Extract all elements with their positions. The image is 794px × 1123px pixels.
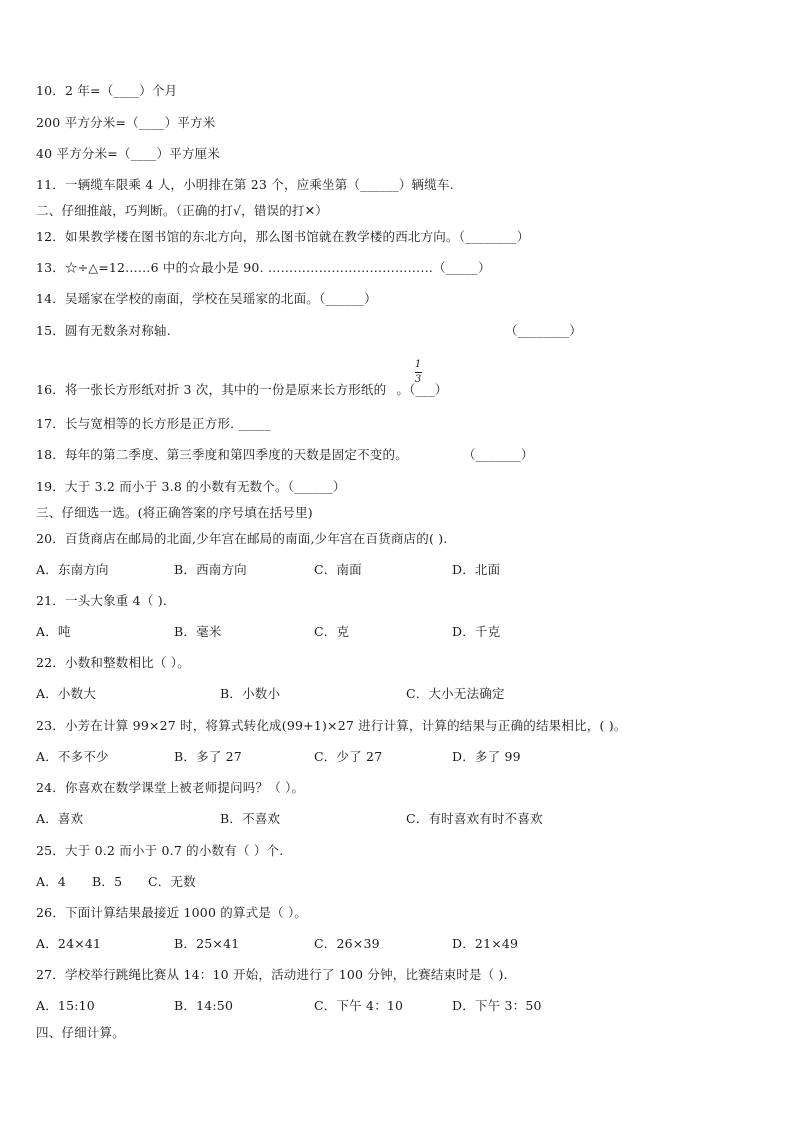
option-a: A．小数大: [36, 686, 97, 701]
option-b: B．小数小: [220, 686, 281, 701]
option-c: C．克: [314, 624, 350, 639]
question-26: 26．下面计算结果最接近 1000 的算式是（ ）。: [36, 905, 308, 920]
question-17: 17．长与宽相等的长方形是正方形. _____: [36, 416, 271, 431]
option-b: B．不喜欢: [220, 811, 281, 826]
option-d: D．千克: [452, 624, 501, 639]
question-15-blank: （________）: [505, 323, 583, 338]
option-d: D．下午 3：50: [452, 998, 542, 1013]
question-16-blank: 。（___）: [396, 382, 448, 397]
question-23: 23．小芳在计算 99×27 时，将算式转化成(99+1)×27 进行计算，计算的结果与正确的结果相比，( )。: [36, 718, 627, 733]
question-12: 12．如果教学楼在图书馆的东北方向，那么图书馆就在教学楼的西北方向。（________）: [36, 229, 530, 244]
option-b: B．14:50: [174, 998, 234, 1013]
option-c: C．南面: [314, 562, 362, 577]
question-10-square-decimeters: 200 平方分米=（____）平方米: [36, 115, 216, 130]
option-b: B．5: [92, 874, 123, 889]
option-a: A．东南方向: [36, 562, 109, 577]
question-21: 21．一头大象重 4（ ).: [36, 593, 167, 608]
option-c: C．无数: [148, 874, 196, 889]
option-b: B．西南方向: [174, 562, 247, 577]
question-11: 11．一辆缆车限乘 4 人，小明排在第 23 个，应乘坐第（______）辆缆车.: [36, 177, 454, 192]
option-a: A．24×41: [36, 936, 102, 951]
question-16: [36, 382, 448, 398]
option-d: D．21×49: [452, 936, 519, 951]
option-d: D．多了 99: [452, 749, 521, 764]
option-b: B．25×41: [174, 936, 240, 951]
option-b: B．多了 27: [174, 749, 242, 764]
option-a: A．4: [36, 874, 67, 889]
question-15: 15．圆有无数条对称轴.: [36, 323, 171, 338]
option-a: A．15:10: [36, 998, 95, 1013]
option-a: A．吨: [36, 624, 71, 639]
question-18-blank: （_______）: [463, 447, 534, 462]
section-2-heading: 二、仔细推敲，巧判断。（正确的打√，错误的打✕）: [36, 203, 328, 218]
option-c: C．下午 4：10: [314, 998, 404, 1013]
option-c: C．大小无法确定: [406, 686, 505, 701]
question-22: 22．小数和整数相比（ ）。: [36, 655, 190, 670]
option-c: C．有时喜欢有时不喜欢: [406, 811, 543, 826]
option-b: B．毫米: [174, 624, 222, 639]
option-c: C．26×39: [314, 936, 380, 951]
fraction-bar: [415, 372, 422, 373]
question-16-text: 16．将一张长方形纸对折 3 次，其中的一份是原来长方形纸的: [36, 382, 387, 397]
option-a: A．不多不少: [36, 749, 109, 764]
question-10-square-centimeters: 40 平方分米=（____）平方厘米: [36, 146, 220, 161]
question-20: 20．百货商店在邮局的北面,少年宫在邮局的南面,少年宫在百货商店的( ).: [36, 531, 448, 546]
question-14: 14．吴瑶家在学校的南面，学校在吴瑶家的北面。（______）: [36, 291, 377, 306]
option-d: D．北面: [452, 562, 501, 577]
question-19: 19．大于 3.2 而小于 3.8 的小数有无数个。（______）: [36, 479, 346, 494]
question-25: 25．大于 0.2 而小于 0.7 的小数有（ ）个.: [36, 843, 284, 858]
question-18: 18．每年的第二季度、第三季度和第四季度的天数是固定不变的。: [36, 447, 408, 462]
fraction-denominator: 3: [414, 374, 422, 385]
section-4-heading: 四、仔细计算。: [36, 1025, 125, 1040]
question-13: 13．☆÷△=12……6 中的☆最小是 90. …………………………………（_____）: [36, 260, 491, 275]
fraction-numerator: 1: [414, 359, 422, 370]
option-c: C．少了 27: [314, 749, 383, 764]
question-27: 27．学校举行跳绳比赛从 14：10 开始，活动进行了 100 分钟，比赛结束时是（ ).: [36, 967, 508, 982]
option-a: A．喜欢: [36, 811, 84, 826]
question-10-years: 10．2 年=（____）个月: [36, 83, 178, 98]
question-24: 24．你喜欢在数学课堂上被老师提问吗？（ ）。: [36, 780, 305, 795]
section-3-heading: 三、仔细选一选。(将正确答案的序号填在括号里): [36, 505, 313, 520]
